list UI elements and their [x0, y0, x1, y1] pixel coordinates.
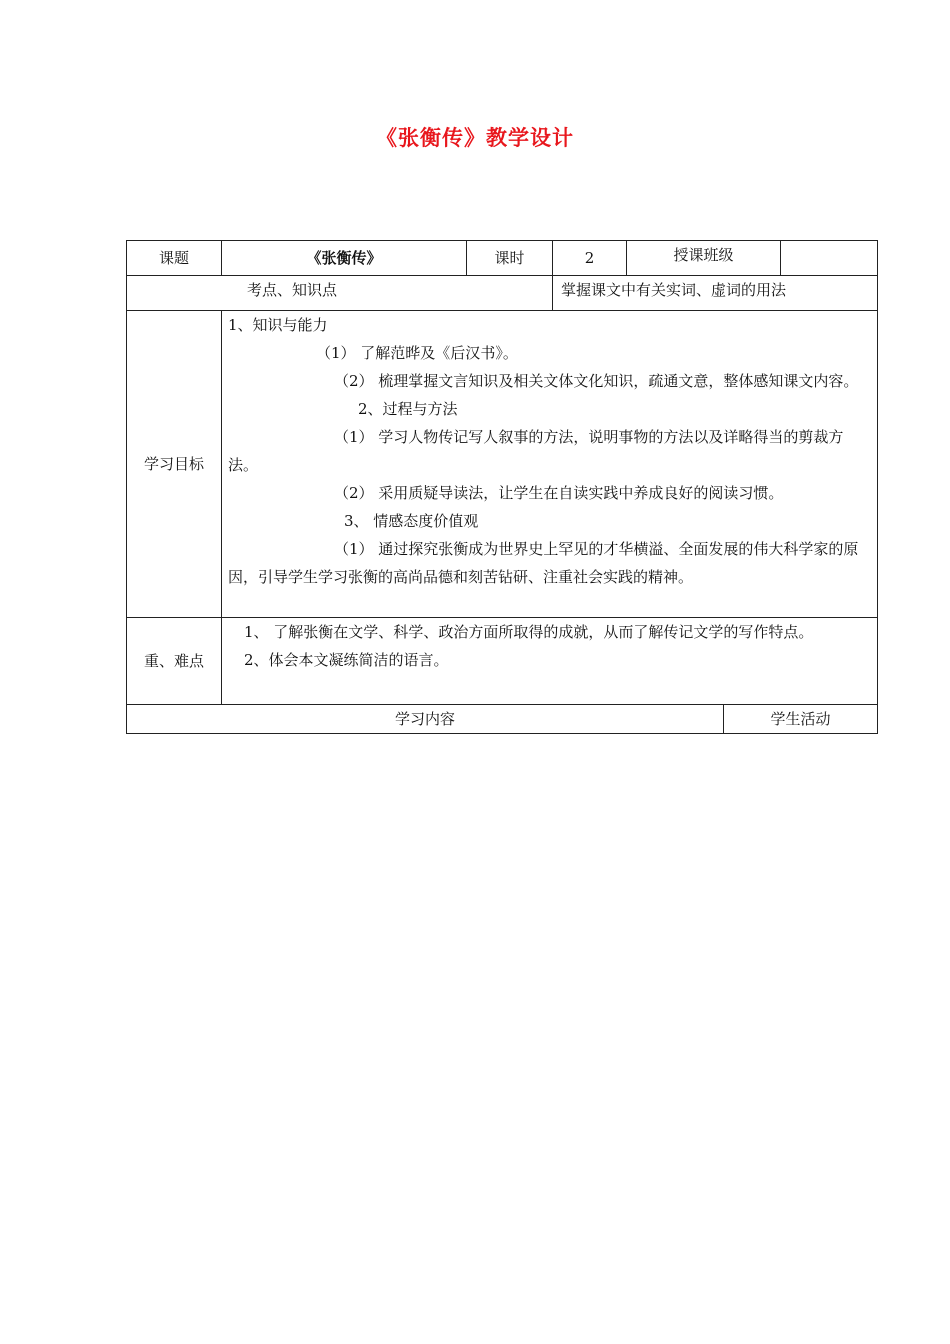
class-label: 授课班级 [627, 241, 781, 276]
lesson-plan-table [126, 240, 878, 734]
key-points-value: 掌握课文中有关实词、虚词的用法 [553, 276, 878, 311]
learning-goals-content [222, 311, 878, 618]
table-row-header [127, 241, 878, 276]
learning-content-label: 学习内容 [127, 705, 724, 734]
table-row-key-points [127, 276, 878, 311]
topic-label: 课题 [127, 241, 222, 276]
student-activity-label: 学生活动 [724, 705, 878, 734]
goal-line: 1、知识与能力 [228, 316, 328, 334]
goal-line: 2、过程与方法 [358, 400, 458, 418]
goal-line: （1） 通过探究张衡成为世界史上罕见的才华横溢、全面发展的伟大科学家的原因，引导学生学习张衡的高尚品德和刻苦钻研、注重社会实践的精神。 [228, 540, 859, 586]
key-difficult-label: 重、难点 [127, 618, 222, 705]
goal-line: （2） 采用质疑导读法，让学生在自读实践中养成良好的阅读习惯。 [334, 484, 784, 502]
key-difficult-line: 2、体会本文凝练简洁的语言。 [244, 651, 449, 669]
goal-line: （2） 梳理掌握文言知识及相关文体文化知识，疏通文意，整体感知课文内容。 [334, 372, 859, 390]
key-difficult-line: 1、 了解张衡在文学、科学、政治方面所取得的成就，从而了解传记文学的写作特点。 [244, 623, 814, 641]
goal-line: 3、 情感态度价值观 [344, 512, 479, 530]
learning-goals-label: 学习目标 [127, 311, 222, 618]
document-title: 《张衡传》教学设计 [376, 126, 574, 150]
goal-line: （1） 学习人物传记写人叙事的方法，说明事物的方法以及详略得当的剪裁方法。 [228, 428, 844, 474]
topic-value: 《张衡传》 [222, 241, 467, 276]
hours-label: 课时 [467, 241, 553, 276]
key-points-label: 考点、知识点 [127, 276, 553, 311]
table-row-learning-goals [127, 311, 878, 618]
table-row-content [127, 705, 878, 734]
key-difficult-content [222, 618, 878, 705]
goal-line: （1） 了解范晔及《后汉书》。 [316, 344, 518, 362]
table-row-key-difficult [127, 618, 878, 705]
class-value [781, 241, 878, 276]
hours-value: 2 [553, 241, 627, 276]
